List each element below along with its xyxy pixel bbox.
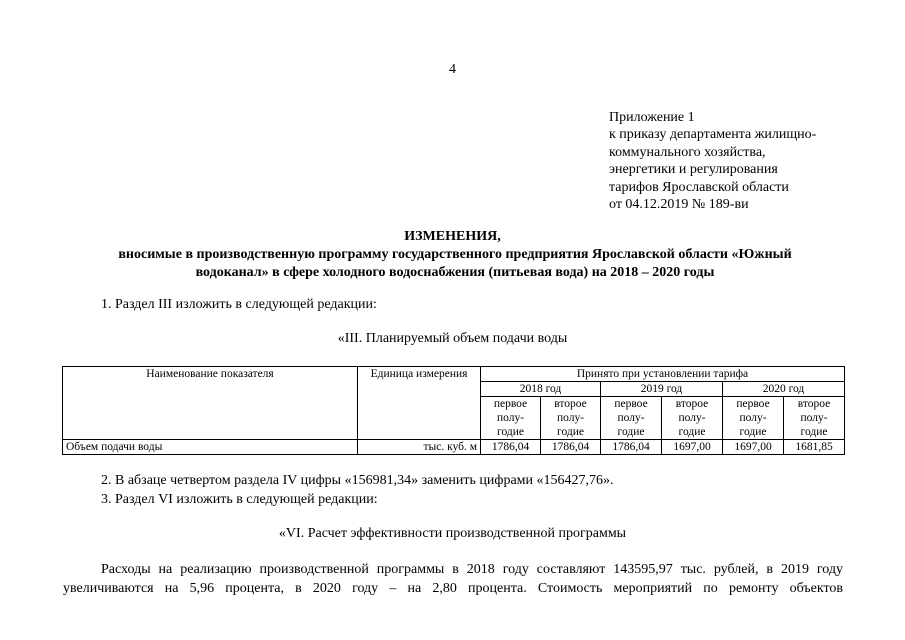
row-value: 1697,00 — [723, 440, 784, 455]
body-paragraph — [63, 560, 843, 598]
header-year: 2019 год — [601, 382, 723, 397]
row-value: 1786,04 — [481, 440, 541, 455]
header-year: 2020 год — [723, 382, 845, 397]
header-half-year: первое полу- годие — [723, 397, 784, 440]
section-3-title: «III. Планируемый объем подачи воды — [337, 331, 568, 346]
header-half-year: второе полу- годие — [662, 397, 723, 440]
document-title: ИЗМЕНЕНИЯ, — [404, 229, 501, 244]
appendix-line: к приказу департамента жилищно- — [609, 127, 817, 143]
header-half-year: второе полу- годие — [784, 397, 845, 440]
appendix-line: коммунального хозяйства, — [609, 144, 766, 160]
section-6-title: «VI. Расчет эффективности производственной программы — [278, 526, 627, 541]
row-unit: тыс. куб. м — [358, 440, 481, 455]
header-unit: Единица измерения — [358, 367, 481, 440]
page-number: 4 — [449, 62, 456, 77]
row-value: 1786,04 — [601, 440, 662, 455]
item-2: 2. В абзаце четвертом раздела IV цифры «156981,34» заменить цифрами «156427,76». — [101, 473, 614, 488]
appendix-line: тарифов Ярославской области — [609, 179, 789, 195]
row-value: 1697,00 — [662, 440, 723, 455]
header-half-year: первое полу- годие — [481, 397, 541, 440]
subtitle-line-1: вносимые в производственную программу государственного предприятия Ярославской области «Южный — [118, 247, 792, 262]
water-supply-table — [62, 366, 845, 455]
subtitle-line-2: водоканал» в сфере холодного водоснабжения (питьевая вода) на 2018 – 2020 годы — [195, 265, 715, 280]
header-indicator-name: Наименование показателя — [63, 367, 358, 440]
row-indicator-name: Объем подачи воды — [63, 440, 358, 455]
item-3: 3. Раздел VI изложить в следующей редакции: — [101, 492, 378, 507]
paragraph-line-2: увеличиваются на 5,96 процента, в 2020 году – на 2,80 процента. Стоимость мероприятий по ремонту объектов — [63, 581, 843, 596]
paragraph-line-1: Расходы на реализацию производственной программы в 2018 году составляют 143595,97 тыс. рублей, в 2019 году — [101, 562, 843, 577]
header-accepted-tariff: Принято при установлении тарифа — [481, 367, 845, 382]
appendix-line: энергетики и регулирования — [609, 162, 778, 178]
table-row — [63, 440, 845, 455]
header-half-year: второе полу- годие — [541, 397, 601, 440]
item-1: 1. Раздел III изложить в следующей редакции: — [101, 297, 377, 312]
appendix-block — [609, 109, 816, 213]
row-value: 1681,85 — [784, 440, 845, 455]
header-half-year: первое полу- годие — [601, 397, 662, 440]
appendix-line: от 04.12.2019 № 189-ви — [609, 197, 749, 213]
row-value: 1786,04 — [541, 440, 601, 455]
header-year: 2018 год — [481, 382, 601, 397]
appendix-line: Приложение 1 — [609, 110, 695, 125]
document-subtitle — [80, 246, 830, 282]
